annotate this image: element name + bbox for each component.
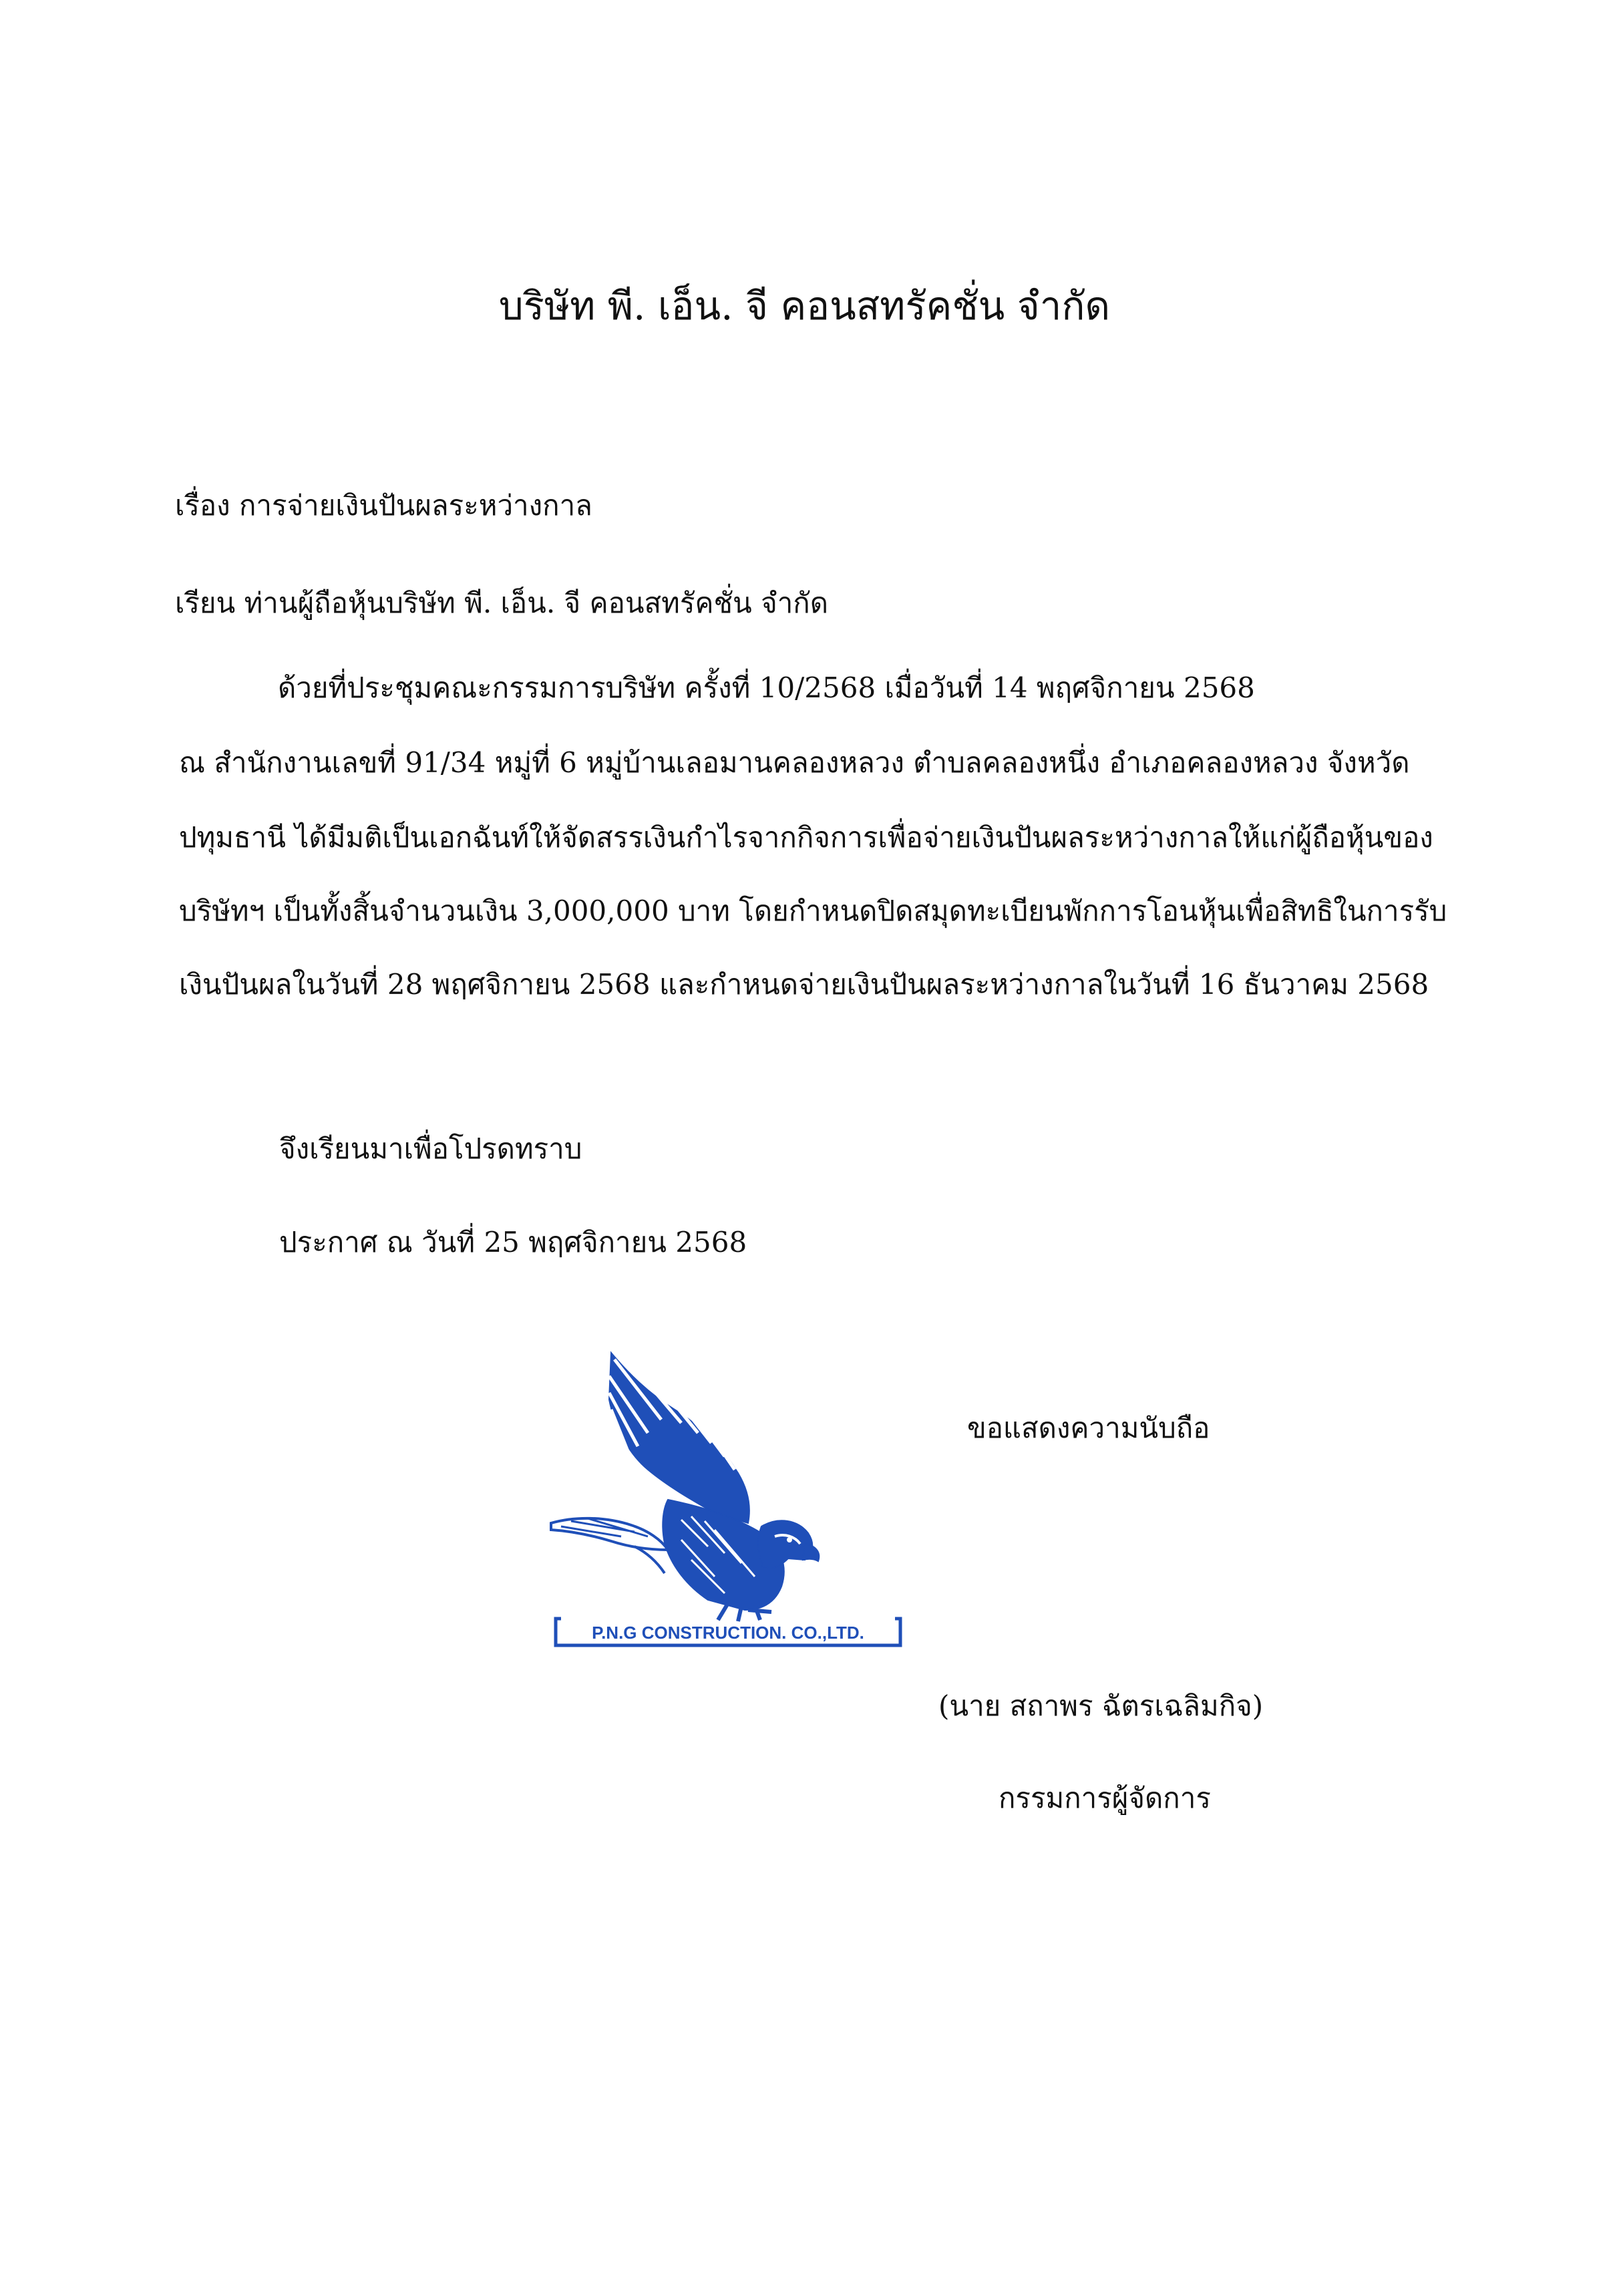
closing-line: จึงเรียนมาเพื่อโปรดทราบ (279, 1132, 582, 1165)
regards-line: ขอแสดงความนับถือ (967, 1412, 1210, 1444)
eagle-icon (548, 1346, 908, 1653)
logo-text: P.N.G CONSTRUCTION. CO.,LTD. (592, 1623, 864, 1643)
salutation-line: เรียน ท่านผู้ถือหุ้นบริษัท พี. เอ็น. จี คอนสทรัคชั่น จำกัด (175, 587, 828, 619)
signer-name: (นาย สถาพร ฉัตรเฉลิมกิจ) (938, 1689, 1264, 1722)
subject-line: เรื่อง การจ่ายเงินปันผลระหว่างกาล (175, 489, 592, 522)
company-logo (548, 1346, 908, 1653)
announcement-date: ประกาศ ณ วันที่ 25 พฤศจิกายน 2568 (279, 1226, 747, 1259)
body-line-2: ณ สำนักงานเลขที่ 91/34 หมู่ที่ 6 หมู่บ้านเลอมานคลองหลวง ตำบลคลองหนึ่ง อำเภอคลองหลวง จังหวัด (179, 746, 1410, 779)
signer-position: กรรมการผู้จัดการ (999, 1782, 1211, 1814)
body-line-4: บริษัทฯ เป็นทั้งสิ้นจำนวนเงิน 3,000,000 บาท โดยกำหนดปิดสมุดทะเบียนพักการโอนหุ้นเพื่อสิทธิในการรับ (179, 894, 1447, 927)
company-title: บริษัท พี. เอ็น. จี คอนสทรัคชั่น จำกัด (498, 283, 1111, 329)
body-line-5: เงินปันผลในวันที่ 28 พฤศจิกายน 2568 และกำหนดจ่ายเงินปันผลระหว่างกาลในวันที่ 16 ธันวาคม 2568 (179, 968, 1429, 1001)
body-line-1: ด้วยที่ประชุมคณะกรรมการบริษัท ครั้งที่ 10/2568 เมื่อวันที่ 14 พฤศจิกายน 2568 (278, 671, 1255, 704)
body-line-3: ปทุมธานี ได้มีมติเป็นเอกฉันท์ให้จัดสรรเงินกำไรจากกิจการเพื่อจ่ายเงินปันผลระหว่างกาลให้แก่ผู้ถือหุ้นของ (179, 821, 1433, 854)
